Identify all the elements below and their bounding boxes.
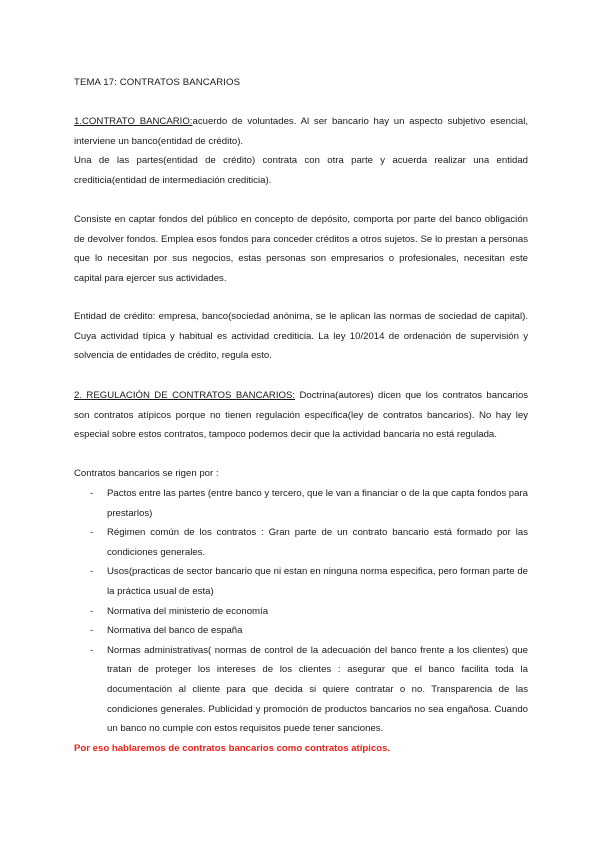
section2-paragraph1: [74, 386, 528, 445]
list-bullet: -: [90, 605, 94, 617]
section1-paragraph1-text: acuerdo de voluntades. Al ser bancario hay un aspecto subjetivo esencial, interviene un banco(entidad de crédito).: [74, 116, 529, 147]
section1-heading: 1.CONTRATO BANCARIO:: [74, 116, 193, 127]
list-bullet: -: [90, 488, 94, 499]
list-item: [74, 621, 528, 641]
list-bullet: -: [90, 625, 94, 637]
section2-intro: Contratos bancarios se rigen por :: [74, 468, 219, 479]
regulation-list: [74, 484, 528, 739]
list-item: [74, 523, 528, 562]
section2-heading: 2. REGULACIÓN DE CONTRATOS BANCARIOS:: [74, 390, 296, 401]
list-bullet: -: [90, 527, 94, 539]
list-item-text: Normas administrativas( normas de control de la adecuación del banco frente a los clientes) que tratan de proteger los intereses de los clientes : asegurar que el banco facilita toda la documentación al cliente para que decida si quiere contratar o no. Transparencia de las condiciones generales. Publicidad y promoción de productos bancarios no sea engañosa. Cuando un banco no cumple con estos requisitos puede tener sanciones.: [107, 644, 528, 735]
list-item: [74, 484, 528, 523]
list-item-text: Pactos entre las partes (entre banco y tercero, que le van a financiar o de la que capta fondos para prestarlos): [107, 488, 528, 519]
list-bullet: -: [90, 644, 94, 656]
list-bullet: -: [90, 566, 94, 578]
list-item: [74, 562, 528, 601]
conclusion-text: Por eso hablaremos de contratos bancarios como contratos atípicos.: [74, 743, 391, 754]
list-item-text: Usos(practicas de sector bancario que ni estan en ninguna norma especifica, pero forman parte de la práctica usual de esta): [107, 566, 528, 597]
list-item-text: Normativa del banco de españa: [107, 625, 243, 637]
list-item-text: Régimen común de los contratos : Gran parte de un contrato bancario está formado por las condiciones generales.: [107, 527, 528, 558]
section1-paragraph3: Consiste en captar fondos del público en concepto de depósito, comporta por parte del banco obligación de devolver fondos. Emplea esos fondos para conceder créditos a otros sujetos. Se lo prestan a personas que lo necesitan por sus negocios, estas personas son empresarios o profesionales, necesitan este capital para ejercer sus actividades.: [74, 214, 528, 284]
section1-paragraph1: [74, 112, 528, 151]
section1-paragraph4: Entidad de crédito: empresa, banco(sociedad anónima, se le aplican las normas de sociedad de capital). Cuya actividad típica y habitual es actividad crediticia. La ley 10/2014 de ordenación de supervisión y solvencia de entidades de crédito, regula esto.: [74, 311, 528, 362]
list-item: [74, 641, 528, 739]
document-title: TEMA 17: CONTRATOS BANCARIOS: [74, 77, 241, 88]
list-item: [74, 602, 528, 622]
section1-paragraph2: Una de las partes(entidad de crédito) contrata con otra parte y acuerda realizar una entidad crediticia(entidad de intermediación crediticia).: [74, 155, 528, 186]
list-item-text: Normativa del ministerio de economía: [107, 605, 269, 617]
section2-paragraph1-text: Doctrina(autores) dicen que los contratos bancarios son contratos atípicos porque no tienen regulación específica(ley de contratos bancarios). No hay ley especial sobre estos contratos, tampoco podemos decir que la actividad bancaria no está regulada.: [74, 390, 528, 441]
